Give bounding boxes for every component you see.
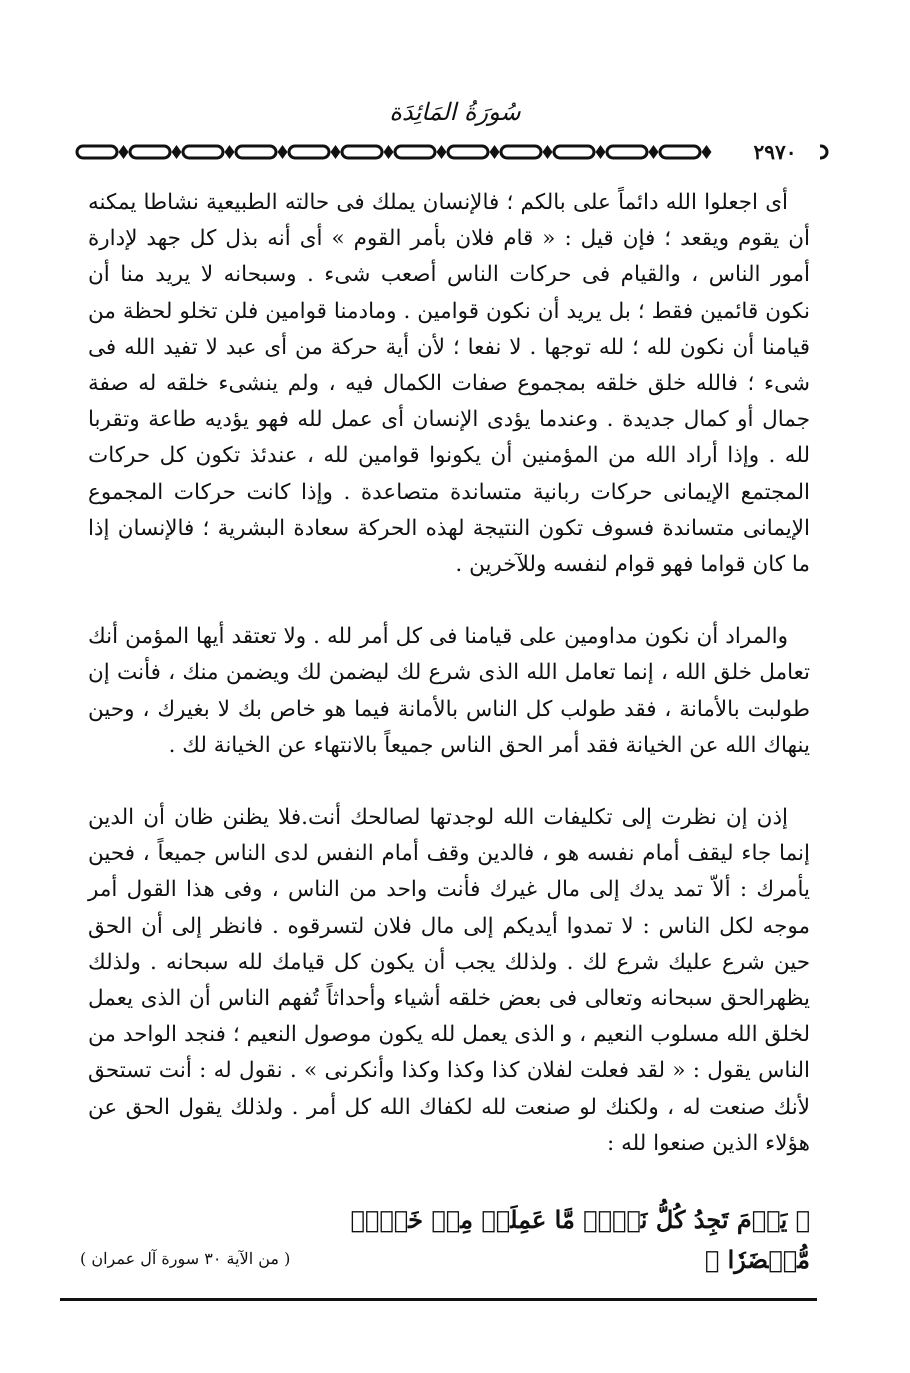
chain-diamond <box>384 145 394 159</box>
chain-link <box>395 146 435 158</box>
chain-diamond <box>596 145 606 159</box>
chain-link <box>448 146 488 158</box>
chain-diamond <box>225 145 235 159</box>
header-ornament-band <box>75 140 830 164</box>
chain-diamond <box>278 145 288 159</box>
quran-verse: ﴿ يَوۡمَ تَجِدُ كُلُّ نَفۡسٖ مَّا عَمِلَتۡ مِنۡ خَيۡرٖ مُّحۡضَرٗا ﴾ <box>350 1205 810 1274</box>
paragraph-2: والمراد أن نكون مداومين على قيامنا فى كل أمر لله . ولا تعتقد أيها المؤمن أنك تعامل خلق الله ، إنما تعامل الله الذى شرع لك ليضمن لك ويضمن منك ، فأنت إن طولبت بالأمانة ، فقد طولب كل الناس بالأمانة فيما هو خاص بك لا بغيرك ، وحين ينهاك الله عن الخيانة فقد أمر الحق الناس جميعاً بالانتهاء عن الخيانة لك . <box>88 624 810 758</box>
chain-diamond <box>437 145 447 159</box>
paragraph-3: إذن إن نظرت إلى تكليفات الله لوجدتها لصالحك أنت.فلا يظنن ظان أن الدين إنما جاء ليقف أمام نفسه هو ، فالدين وقف أمام النفس لدى الناس جميعاً ، فحين يأمرك : ألاّ تمد يدك إلى مال غيرك فأنت واحد من الناس ، وفى هذا القول أمر موجه لكل الناس : لا تمدوا أيديكم إلى مال فلان لتسرقوه . فانظر إلى أن الحق حين شرع عليك شرع لك . ولذلك يجب أن يكون كل قيامك لله سبحانه . ولذلك يظهرالحق سبحانه وتعالى فى بعض خلقه أشياء وأحداثاً تُفهم الناس أن الذى يعمل لخلق الله مسلوب النعيم ، و الذى يعمل لله يكون موصول النعيم ؛ فنجد الواحد من الناس يقول : « لقد فعلت لفلان كذا وكذا وكذا وأنكرنى » . نقول له : أنت تستحق لأنك صنعت له ، ولكنك لو صنعت لله لكفاك الله كل أمر . ولذلك يقول الحق عن هؤلاء الذين صنعوا لله : <box>88 805 810 1156</box>
chain-link <box>660 146 700 158</box>
chain-diamond <box>702 145 712 159</box>
page-number: ٢٩٧٠ <box>730 141 820 163</box>
chain-link <box>77 146 117 158</box>
chain-link <box>342 146 382 158</box>
chain-link <box>607 146 647 158</box>
chain-diamond <box>331 145 341 159</box>
chain-diamond <box>543 145 553 159</box>
chain-link <box>289 146 329 158</box>
chain-diamond <box>119 145 129 159</box>
chain-diamond <box>490 145 500 159</box>
paragraph-1: أى اجعلوا الله دائماً على بالكم ؛ فالإنسان يملك فى حالته الطبيعية نشاطا يمكنه أن يقوم ويقعد ؛ فإن قيل : « قام فلان بأمر القوم » أى أنه بذل كل جهد لإدارة أمور الناس ، والقيام فى حركات الناس أصعب شىء . وسبحانه لا يريد منا أن نكون قائمين فقط ؛ بل يريد أن نكون قوامين . ومادمنا قوامين فلن تخلو لحظة من قيامنا أن نكون لله ؛ لله توجها . لا نفعا ؛ لأن أية حركة من أى عبد لا تفيد الله فى شىء ؛ فالله خلق خلقه بمجموع صفات الكمال فيه ، ولم ينشىء خلقه له صفة جمال أو كمال جديدة . وعندما يؤدى الإنسان أى عمل لله فهو يؤديه طاعة وتقربا لله . وإذا أراد الله من المؤمنين أن يكونوا قوامين لله ، عندئذ تكون كل حركات المجتمع الإيمانى حركات ربانية متساندة متصاعدة . وإذا كانت حركات المجموع الإيمانى متساندة فسوف تكون النتيجة لهذه الحركة سعادة البشرية ؛ فالإنسان إذا ما كان قواما فهو قوام لنفسه وللآخرين . <box>88 190 810 578</box>
body-text <box>88 185 810 1162</box>
chain-diamond <box>649 145 659 159</box>
chain-link <box>183 146 223 158</box>
surah-title: سُورَةُ المَائِدَة <box>389 98 521 126</box>
verse-reference: ( من الآية ٣٠ سورة آل عمران ) <box>80 1249 291 1268</box>
chain-link <box>501 146 541 158</box>
chain-diamond <box>172 145 182 159</box>
chain-link <box>554 146 594 158</box>
chain-link <box>236 146 276 158</box>
chain-link <box>130 146 170 158</box>
footer-rule <box>60 1298 817 1301</box>
